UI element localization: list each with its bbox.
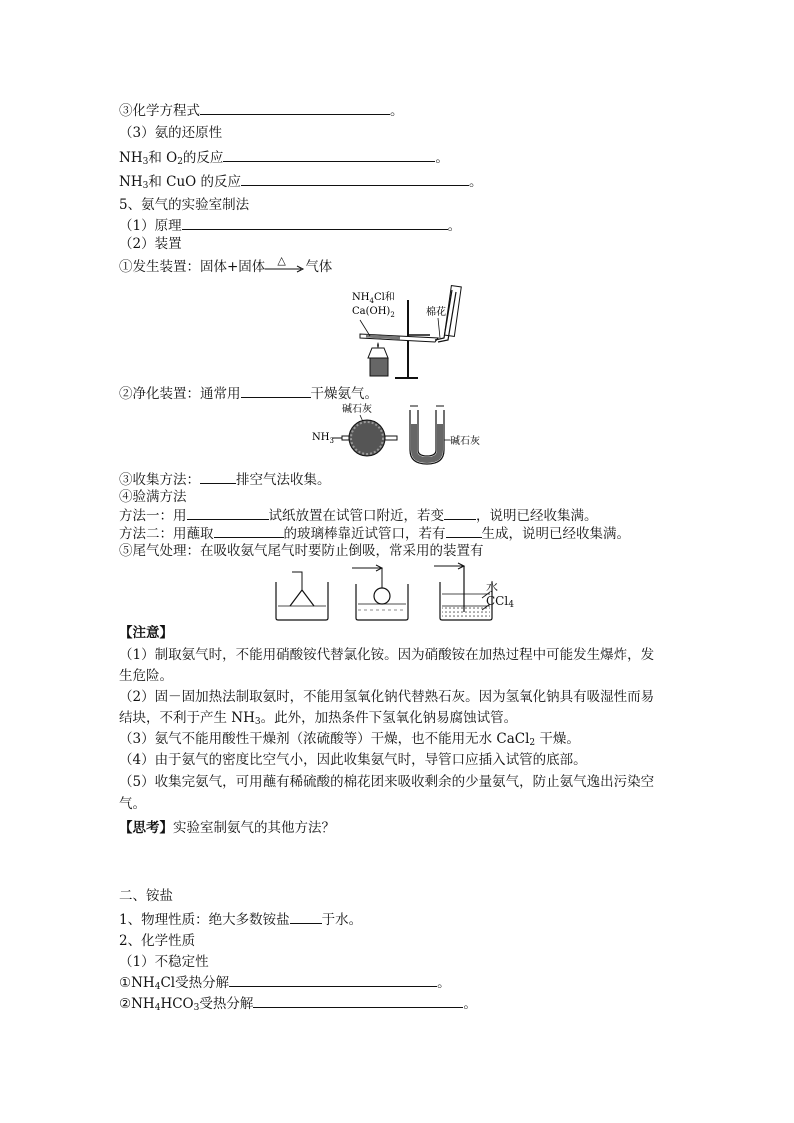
smoke-blank[interactable] (446, 524, 482, 538)
nh3-cuo-blank[interactable] (241, 172, 469, 186)
note-2-b (119, 709, 517, 731)
text: ②净化装置：通常用 (119, 386, 241, 402)
section-2-title: 二、铵盐 (119, 888, 173, 904)
period: 。 (437, 975, 451, 991)
eq-blank[interactable] (200, 101, 390, 115)
heat-arrow (265, 254, 305, 276)
period: 。 (447, 218, 462, 234)
sub: 3 (193, 1003, 200, 1013)
text: NH (119, 150, 143, 166)
drying-apparatus-figure (312, 400, 480, 472)
text: （3）氨气不能用酸性干燥剂（浓硫酸等）干燥，也不能用无水 CaCl (119, 731, 530, 747)
note-2-a: （2）固－固加热法制取氨时，不能用氢氧化钠代替熟石灰。因为氢氧化钠具有吸湿性而易 (119, 689, 655, 705)
section-5-title: 5、氨气的实验室制法 (119, 197, 250, 213)
reagent-label-1: $NH_4Cl$和 (352, 292, 395, 305)
text: CCl (486, 594, 509, 608)
eq-line (119, 101, 404, 120)
text: 于水。 (321, 912, 363, 928)
text: 干燥。 (535, 731, 580, 747)
gas-label: $NH_3$ (312, 432, 334, 445)
text: HCO (160, 996, 194, 1012)
physical-property-line (119, 910, 362, 929)
text: 气体 (305, 259, 333, 275)
period: 。 (435, 150, 449, 166)
method-2-line (119, 524, 630, 543)
reagent-label-2: $Ca(OH)_2$ (352, 306, 395, 319)
test-paper-blank[interactable] (187, 506, 269, 520)
principle-line (119, 216, 461, 235)
decomp-2-line (119, 994, 477, 1017)
arrow-icon (265, 258, 305, 276)
text: ②NH (119, 996, 155, 1012)
note-5-b: 气。 (119, 796, 146, 812)
text: 1、物理性质：绝大多数铵盐 (119, 912, 290, 928)
decomp-1-line (119, 973, 451, 996)
text: 受热分解 (199, 996, 254, 1012)
note-5-a: （5）收集完氨气，可用蘸有稀硫酸的棉花团来吸收剩余的少量氨气，防止氨气逸出污染空 (119, 774, 655, 790)
collect-blank[interactable] (200, 470, 236, 484)
method-1-line (119, 506, 598, 525)
period: 。 (463, 996, 477, 1012)
solubility-blank[interactable] (290, 910, 322, 924)
text: Cl受热分解 (160, 975, 230, 991)
collect-line (119, 470, 331, 489)
sub: 4 (154, 982, 161, 992)
text: 试纸放置在试管口附近，若变 (268, 508, 444, 524)
text: ①NH (119, 975, 155, 991)
principle-blank[interactable] (182, 216, 448, 230)
ccl4-label (486, 594, 514, 612)
reducing-heading: （3）氨的还原性 (119, 125, 223, 141)
sub: 3 (142, 181, 149, 191)
note-title: 【注意】 (119, 625, 173, 641)
sub: 4 (154, 1003, 161, 1013)
text: ，说明已经收集满。 (476, 508, 598, 524)
heat-symbol: △ (277, 254, 286, 267)
absorption-devices-figure (268, 562, 508, 624)
text: NH (119, 174, 143, 190)
nh3-cuo-line (119, 172, 483, 195)
text: 方法一：用 (119, 508, 187, 524)
think-line (119, 819, 335, 837)
sub: 3 (142, 157, 149, 167)
eq-label: ③化学方程式 (119, 103, 200, 119)
text: 方法二：用蘸取 (119, 526, 214, 542)
text: 结块，不利于产生 NH (119, 710, 255, 726)
nh3-o2-blank[interactable] (223, 148, 435, 162)
text: 排空气法收集。 (236, 472, 331, 488)
ammonia-generator-figure (340, 280, 490, 380)
cotton-label: 棉花 (426, 307, 446, 318)
text: 生成，说明已经收集满。 (481, 526, 630, 542)
decomp-1-blank[interactable] (229, 973, 437, 987)
chem-heading: 2、化学性质 (119, 933, 196, 949)
acid-blank[interactable] (214, 524, 284, 538)
nh3-o2-line (119, 148, 449, 171)
text: 。此外，加热条件下氢氧化钠易腐蚀试管。 (260, 710, 518, 726)
verify-heading: ④验满方法 (119, 489, 187, 505)
decomp-2-blank[interactable] (253, 994, 463, 1008)
absorption-labels (486, 580, 514, 612)
text: 的反应 (182, 150, 224, 166)
period: 。 (469, 174, 483, 190)
drying-agent-blank[interactable] (241, 384, 311, 398)
color-blank[interactable] (444, 506, 476, 520)
generator-line (119, 254, 333, 276)
text: 和 O (148, 150, 178, 166)
text: ③收集方法： (119, 472, 200, 488)
note-3 (119, 730, 580, 752)
note-4: （4）由于氨气的密度比空气小，因此收集氨气时，导管口应插入试管的底部。 (119, 752, 587, 768)
period: 。 (390, 103, 404, 119)
text: ①发生装置：固体+固体 (119, 259, 266, 275)
text: 的玻璃棒靠近试管口，若有 (283, 526, 446, 542)
unstable-heading: （1）不稳定性 (119, 954, 209, 970)
water-label: 水 (486, 580, 499, 594)
sub: 2 (177, 157, 183, 167)
text: 干燥氨气。 (310, 386, 378, 402)
think-title: 【思考】 (119, 820, 173, 836)
tail-gas-line: ⑤尾气处理：在吸收氨气尾气时要防止倒吸，常采用的装置有 (119, 543, 484, 559)
note-1-b: 生危险。 (119, 668, 173, 684)
device-heading: （2）装置 (119, 236, 182, 252)
text: 实验室制氨气的其他方法？ (173, 820, 335, 836)
sub: 4 (508, 600, 514, 610)
text: 和 CuO 的反应 (148, 174, 242, 190)
soda-lime-label-1: 碱石灰 (342, 404, 372, 415)
note-1-a: （1）制取氨气时，不能用硝酸铵代替氯化铵。因为硝酸铵在加热过程中可能发生爆炸，发 (119, 647, 655, 663)
text: （1）原理 (119, 218, 182, 234)
soda-lime-label-2: 碱石灰 (450, 436, 480, 447)
sub: 3 (254, 717, 261, 727)
sub: 2 (529, 738, 536, 748)
